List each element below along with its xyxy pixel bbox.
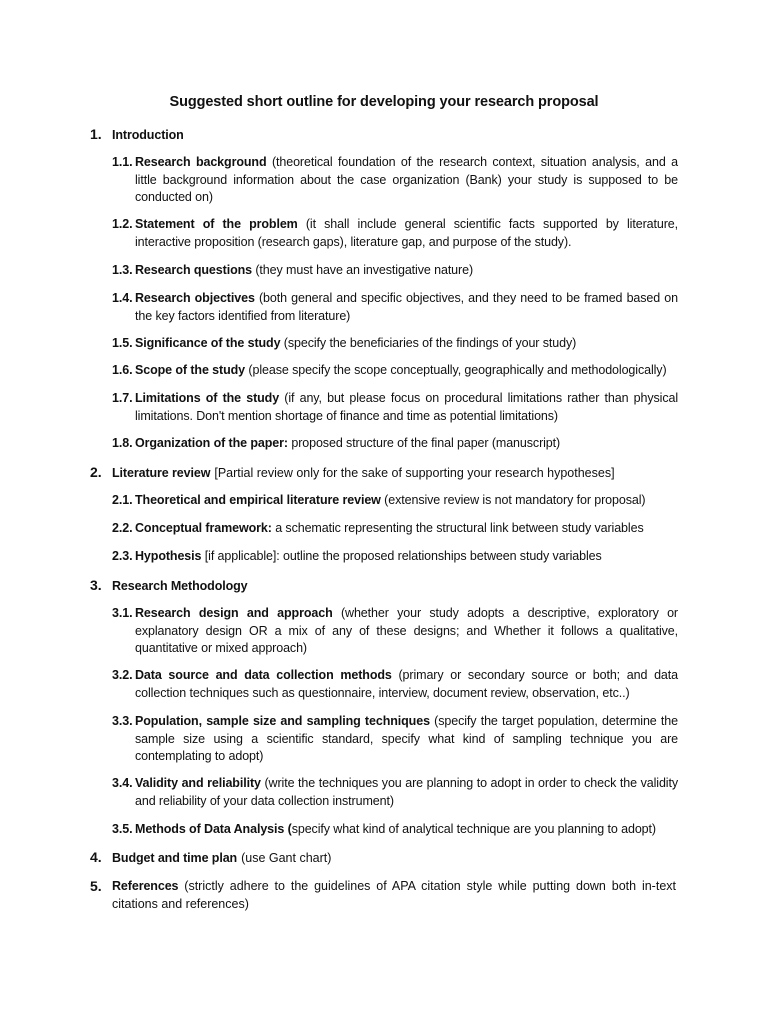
item-description: (they must have an investigative nature) [252, 263, 474, 277]
item-number: 1.5. [112, 336, 133, 350]
item-title: Limitations of the study [135, 391, 280, 405]
list-item [112, 216, 678, 251]
item-title: Organization of the paper: [135, 436, 288, 450]
item-description: (specify the target population, determine the sample size using a scientific standard, specify what kind of sampling technique you are contemplating to adopt) [135, 714, 678, 763]
section-number: 5. [90, 878, 102, 894]
list-item [112, 335, 678, 353]
item-title: Conceptual framework: [135, 521, 272, 535]
item-description: (write the techniques you are planning to adopt in order to check the validity and reliability of your data collection instrument) [135, 776, 678, 808]
list-item [112, 605, 678, 658]
item-description: (specify the beneficiaries of the findings of your study) [280, 336, 577, 350]
list-item [112, 262, 678, 280]
item-number: 3.2. [112, 668, 133, 682]
item-number: 3.4. [112, 776, 133, 790]
section-number: 1. [90, 126, 102, 142]
item-description: (please specify the scope conceptually, geographically and methodologically) [245, 363, 667, 377]
section-note: (strictly adhere to the guidelines of APA citation style while putting down both in-text citations and references) [112, 879, 676, 911]
item-title: Hypothesis [135, 549, 202, 563]
list-item [112, 435, 678, 453]
item-number: 2.2. [112, 521, 133, 535]
item-title: Scope of the study [135, 363, 246, 377]
item-number: 1.3. [112, 263, 133, 277]
list-item [112, 154, 678, 207]
section-budget-and-time-plan [90, 849, 690, 865]
item-number: 1.8. [112, 436, 133, 450]
item-number: 1.7. [112, 391, 133, 405]
item-title: Theoretical and empirical literature review [135, 493, 381, 507]
list-item [112, 713, 678, 766]
section-heading: Introduction [112, 128, 184, 142]
item-number: 3.1. [112, 606, 133, 620]
item-description: (both general and specific objectives, and they need to be framed based on the key factors identified from literature) [135, 291, 679, 323]
item-number: 2.1. [112, 493, 133, 507]
item-title: Research design and approach [135, 606, 333, 620]
item-title: Data source and data collection methods [135, 668, 392, 682]
section-number: 2. [90, 464, 102, 480]
section-heading: Budget and time plan [112, 851, 238, 865]
item-description: proposed structure of the final paper (manuscript) [287, 436, 561, 450]
list-item [112, 390, 678, 425]
item-title: Research objectives [135, 291, 255, 305]
item-number: 1.1. [112, 155, 133, 169]
list-item [112, 667, 678, 702]
item-title: Methods of Data Analysis ( [135, 822, 292, 836]
item-title: Research background [135, 155, 267, 169]
list-item [112, 492, 678, 510]
item-description: (primary or secondary source or both; and data collection techniques such as questionnaire, interview, document review, observation, etc..) [135, 668, 679, 700]
item-description: (it shall include general scientific facts supported by literature, interactive proposition (research gaps), literature gap, and purpose of the study). [135, 217, 678, 249]
section-literature-review [90, 464, 690, 480]
section-number: 4. [90, 849, 102, 865]
item-description: (extensive review is not mandatory for proposal) [380, 493, 646, 507]
item-title: Research questions [135, 263, 252, 277]
list-item [112, 548, 678, 566]
item-description: specify what kind of analytical technique are you planning to adopt) [291, 822, 656, 836]
section-research-methodology [90, 577, 690, 593]
section-note: (use Gant chart) [241, 851, 332, 865]
item-description: (whether your study adopts a descriptive, exploratory or explanatory design OR a mix of any of these designs; and Whether it follows a qualitative, quantitative or mixed approach) [135, 606, 678, 655]
list-item [112, 821, 678, 839]
item-number: 1.2. [112, 217, 133, 231]
item-description: [if applicable]: outline the proposed relationships between study variables [201, 549, 602, 563]
list-item [112, 290, 678, 325]
section-number: 3. [90, 577, 102, 593]
list-item [112, 362, 678, 380]
item-number: 1.4. [112, 291, 133, 305]
item-title: Validity and reliability [135, 776, 261, 790]
section-heading: Literature review [112, 466, 211, 480]
section-references [90, 878, 690, 913]
item-description: (theoretical foundation of the research context, situation analysis, and a little background information about the case organization (Bank) your study is supposed to be conducted on) [135, 155, 678, 204]
section-introduction [90, 126, 690, 142]
item-number: 1.6. [112, 363, 133, 377]
section-note: [Partial review only for the sake of supporting your research hypotheses] [214, 466, 615, 480]
list-item [112, 775, 678, 810]
item-title: Population, sample size and sampling techniques [135, 714, 430, 728]
item-description: a schematic representing the structural link between study variables [271, 521, 644, 535]
item-title: Statement of the problem [135, 217, 298, 231]
item-number: 2.3. [112, 549, 133, 563]
item-number: 3.3. [112, 714, 133, 728]
list-item [112, 520, 678, 538]
item-description: (if any, but please focus on procedural limitations rather than physical limitations. Don't mention shortage of finance and time as potential limitations) [135, 391, 678, 423]
section-heading: References [112, 879, 179, 893]
item-number: 3.5. [112, 822, 133, 836]
document-title: Suggested short outline for developing your research proposal [169, 94, 599, 110]
item-title: Significance of the study [135, 336, 281, 350]
section-heading: Research Methodology [112, 579, 248, 593]
